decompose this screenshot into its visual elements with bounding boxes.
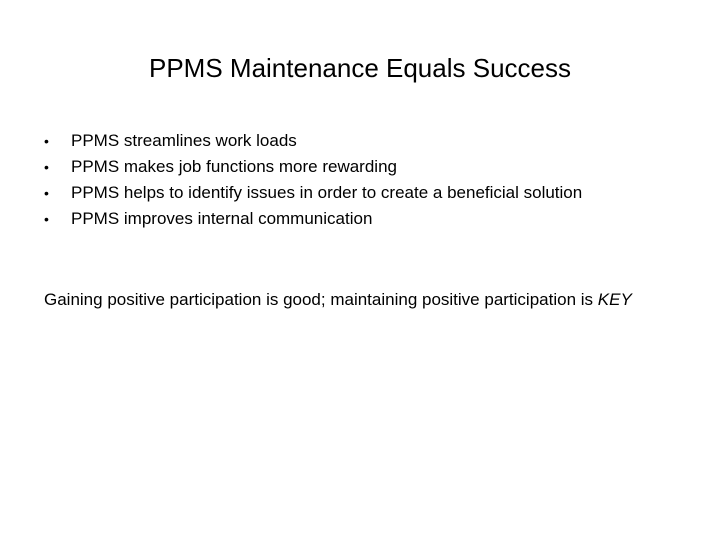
closing-statement (44, 287, 632, 313)
bullet-text: PPMS makes job functions more rewarding (71, 157, 397, 176)
bullet-icon: • (44, 133, 49, 149)
bullet-text: PPMS helps to identify issues in order to create a beneficial solution (71, 183, 583, 202)
bullet-text: PPMS streamlines work loads (71, 131, 297, 150)
bullet-text: PPMS improves internal communication (71, 209, 373, 228)
bullet-icon: • (44, 185, 49, 201)
bullet-icon: • (44, 159, 49, 175)
closing-text: Gaining positive participation is good; maintaining positive participation is (44, 290, 598, 309)
bullet-icon: • (44, 211, 49, 227)
closing-emphasis: KEY (597, 290, 632, 309)
slide-title: PPMS Maintenance Equals Success (149, 53, 571, 83)
